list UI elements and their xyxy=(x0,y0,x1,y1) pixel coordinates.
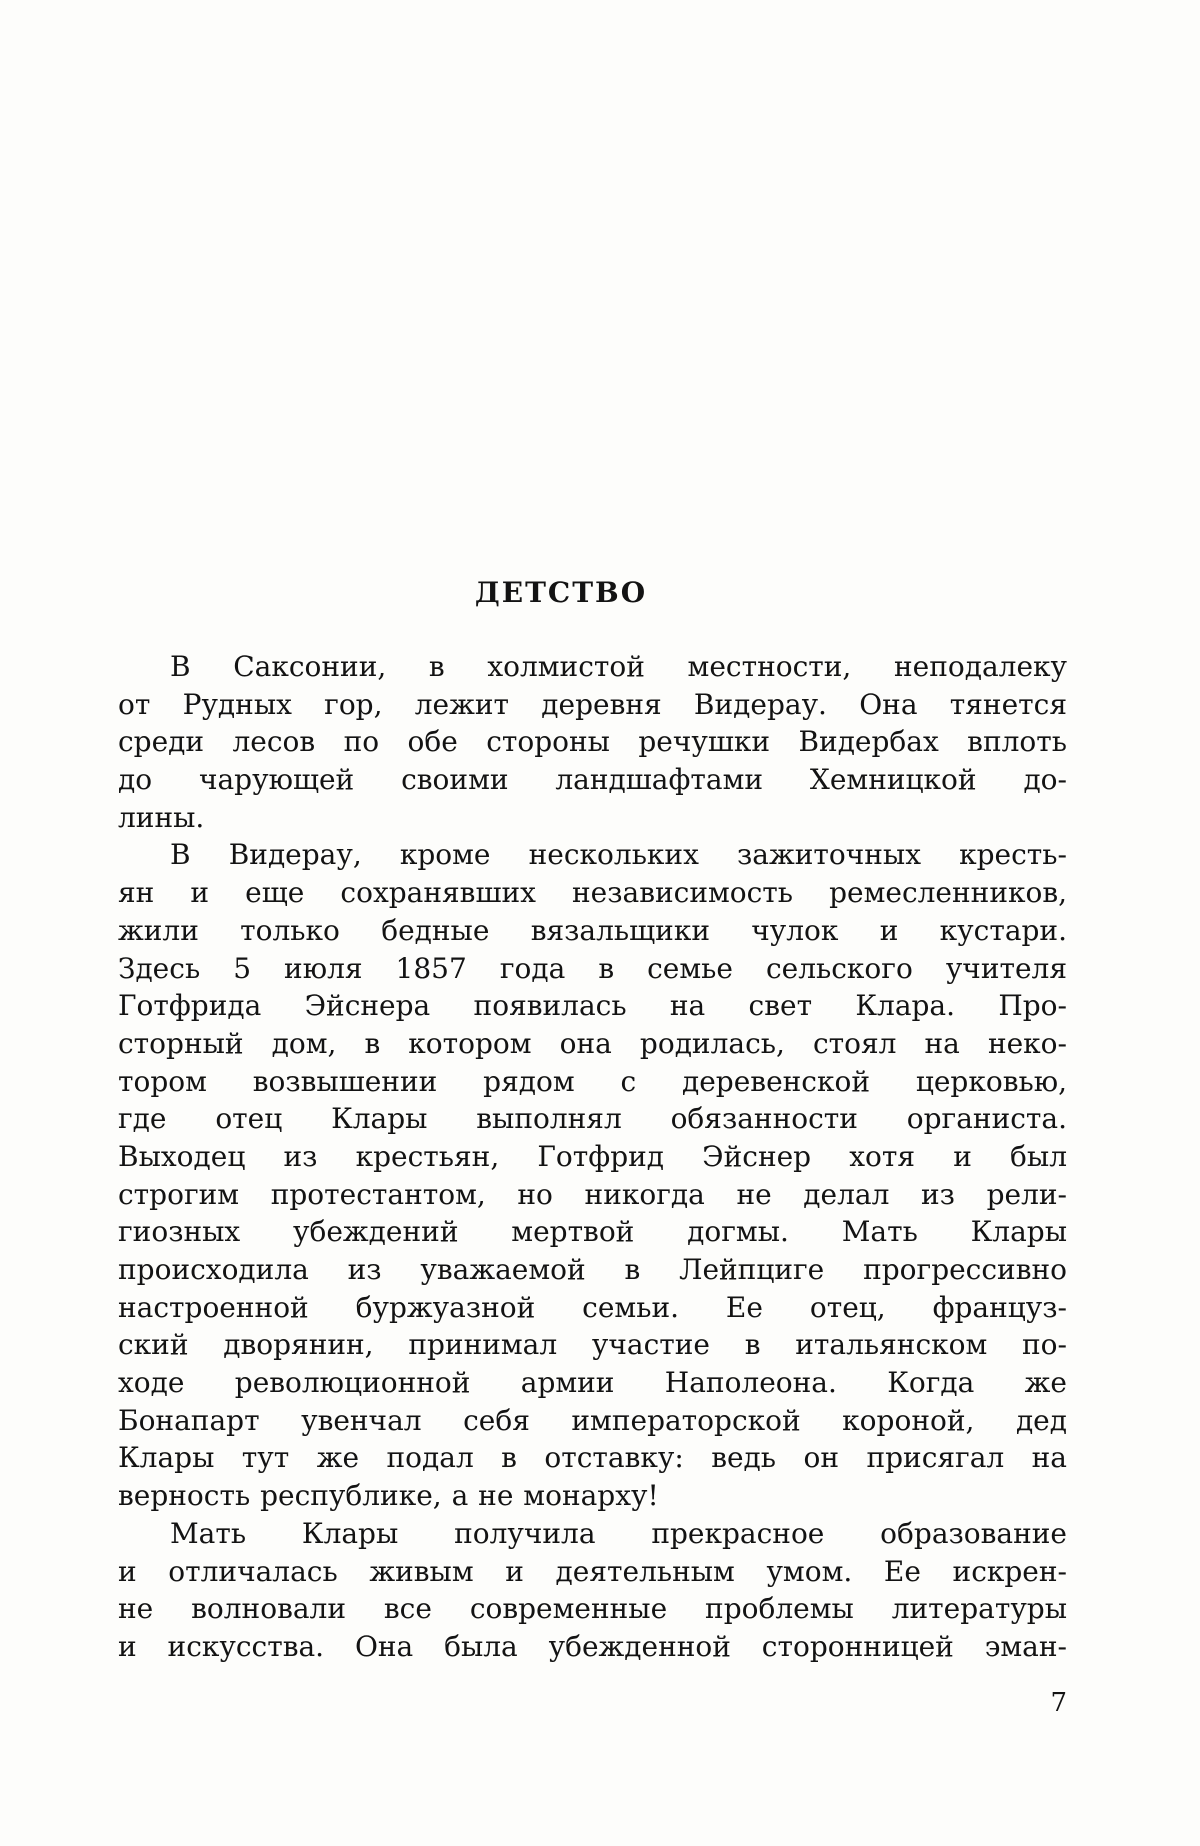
text-line: не волновали все современные проблемы литературы xyxy=(118,1592,1067,1626)
text-line: Клары тут же подал в отставку: ведь он присягал на xyxy=(118,1441,1067,1475)
text-line: и искусства. Она была убежденной сторонницей эман- xyxy=(118,1629,1067,1663)
text-line: сторный дом, в котором она родилась, стоял на неко- xyxy=(118,1026,1067,1060)
text-line: настроенной буржуазной семьи. Ее отец, француз- xyxy=(118,1290,1067,1324)
text-line: верность республике, а не монарху! xyxy=(118,1479,659,1513)
paragraph xyxy=(118,836,1067,1514)
text-line: от Рудных гор, лежит деревня Видерау. Она тянется xyxy=(118,687,1067,721)
text-line: жили только бедные вязальщики чулок и кустари. xyxy=(118,913,1067,947)
text-line: ский дворянин, принимал участие в итальянском по- xyxy=(118,1328,1067,1362)
text-line: ян и еще сохранявших независимость ремесленников, xyxy=(118,876,1067,910)
text-line: Готфрида Эйснера появилась на свет Клара. Про- xyxy=(118,989,1067,1023)
text-line: Бонапарт увенчал себя императорской короной, дед xyxy=(118,1403,1067,1437)
text-line: В Видерау, кроме нескольких зажиточных кресть- xyxy=(170,838,1067,872)
text-line: ходе революционной армии Наполеона. Когда же xyxy=(118,1366,1067,1400)
text-line: тором возвышении рядом с деревенской церковью, xyxy=(118,1064,1067,1098)
text-line: Мать Клары получила прекрасное образование xyxy=(170,1516,1067,1550)
text-line: В Саксонии, в холмистой местности, неподалеку xyxy=(170,650,1067,683)
page-number: 7 xyxy=(1050,1688,1067,1718)
text-line: где отец Клары выполнял обязанности органиста. xyxy=(118,1102,1067,1136)
text-line: до чарующей своими ландшафтами Хемницкой до- xyxy=(118,763,1067,797)
text-line: строгим протестантом, но никогда не делал из рели- xyxy=(118,1177,1067,1211)
text-block xyxy=(118,648,1067,1666)
text-line: лины. xyxy=(118,800,205,834)
text-line: гиозных убеждений мертвой догмы. Мать Клары xyxy=(118,1215,1067,1249)
text-line: Выходец из крестьян, Готфрид Эйснер хотя и был xyxy=(118,1139,1067,1173)
text-line: среди лесов по обе стороны речушки Видербах вплоть xyxy=(118,725,1067,759)
paragraph xyxy=(118,1515,1067,1666)
text-line: происходила из уважаемой в Лейпциге прогрессивно xyxy=(118,1253,1067,1286)
chapter-title: ДЕТСТВО xyxy=(474,576,648,609)
text-line: Здесь 5 июля 1857 года в семье сельского учителя xyxy=(118,951,1067,985)
paragraph xyxy=(118,648,1067,836)
text-line: и отличалась живым и деятельным умом. Ее искрен- xyxy=(118,1554,1067,1588)
